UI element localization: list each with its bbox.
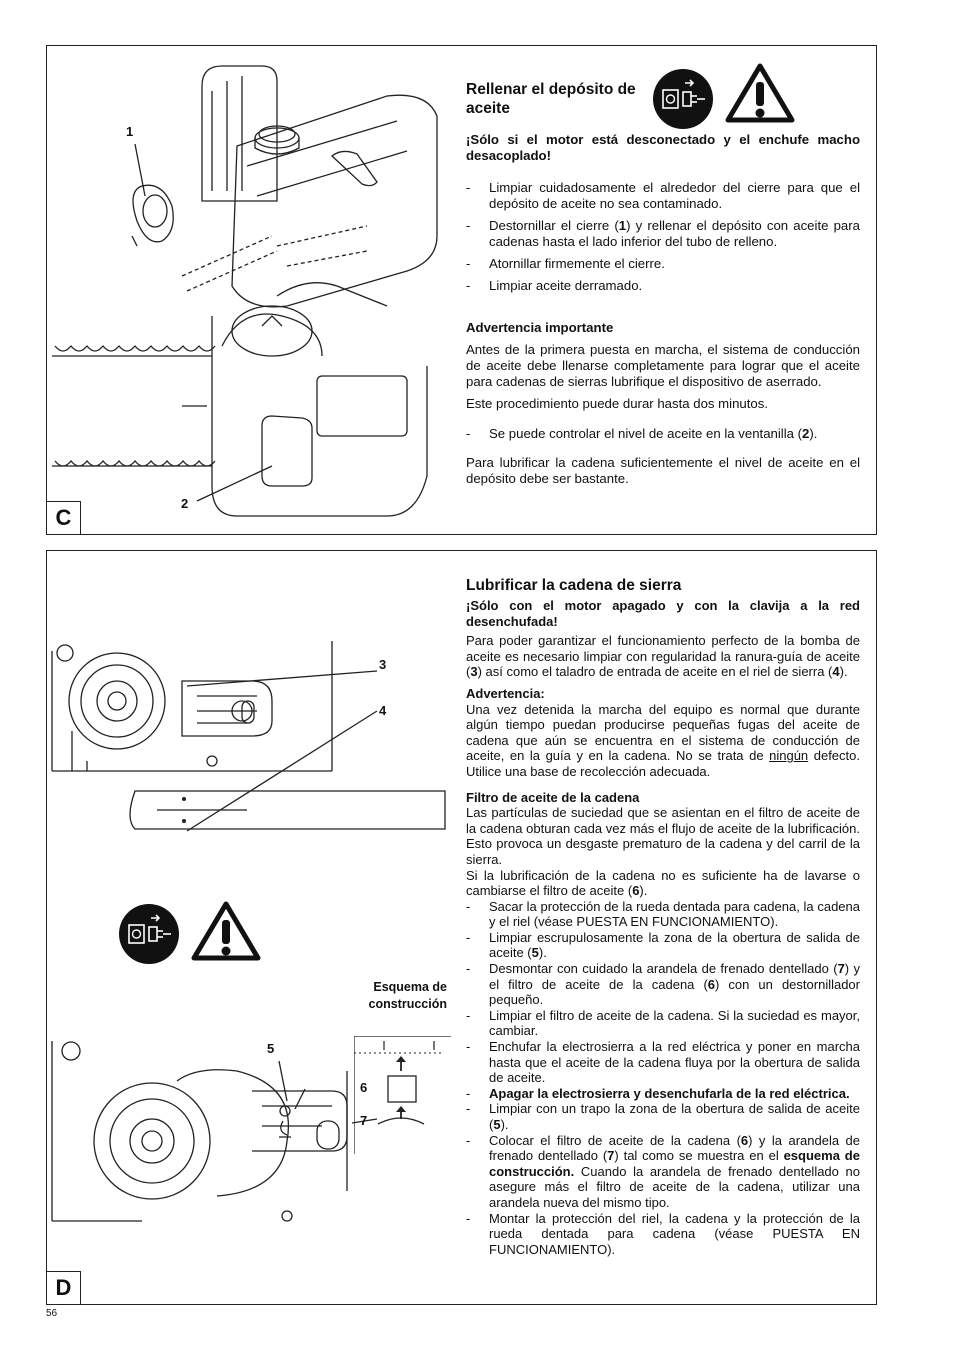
section-d-text (466, 576, 860, 1257)
warning-triangle-icon (191, 901, 261, 961)
section-c-warning: ¡Sólo si el motor está desconectado y el enchufe macho desacoplado! (466, 132, 860, 163)
section-d-panel (46, 550, 877, 1305)
list-item: - Colocar el filtro de aceite de la cadena (6) y la arandela de frenado dentellado (7) tal como se muestra en el esquema de construcción. Cuando la arandela de frenado dentellado no asegure más el filtro de aceite de la cadena, utilizar una arandela nueva del mismo tipo. (466, 1133, 860, 1211)
section-c-advert-p2: Este procedimiento puede durar hasta dos minutos. (466, 396, 769, 411)
section-d-filter-p1: Las partículas de suciedad que se asientan en el filtro de aceite de la cadena obturan cada vez más el flujo de aceite de la lubrificación. Esto provoca un desgaste prematuro de la cadena y del carril de la sierra. (466, 805, 860, 867)
callout-4: 4 (379, 703, 387, 718)
section-d-intro: Para poder garantizar el funcionamiento perfecto de la bomba de aceite es necesario limpiar con regularidad la ranura-guía de aceite (3) así como el taladro de entrada de aceite en el riel de sierra (4). (466, 633, 860, 680)
section-c-check (466, 426, 860, 442)
scheme-label: Esquema de construcción (368, 980, 447, 1011)
section-c-panel (46, 45, 877, 535)
section-d-advert: Una vez detenida la marcha del equipo es normal que durante algún tiempo puedan producirse pequeñas fugas del aceite de cadena que aún se encuentra en el sistema de conducción de aceite, en la guía y en la cadena. No se trata de ningún defecto. Utilice una base de recolección adecuada. (466, 701, 860, 779)
list-item: - Limpiar el filtro de aceite de la cadena. Si la suciedad es mayor, cambiar. (466, 1008, 860, 1039)
list-item: - Limpiar escrupulosamente la zona de la obertura de salida de aceite (5). (466, 930, 860, 961)
list-item: - Limpiar con un trapo la zona de la obertura de salida de aceite (5). (466, 1101, 860, 1132)
section-d-warning: ¡Sólo con el motor apagado y con la clavija a la red desenchufada! (466, 598, 860, 629)
callout-7: 7 (360, 1113, 368, 1128)
section-c-advert-p1: Antes de la primera puesta en marcha, el sistema de conducción de aceite debe llenarse completamente para lograr que el aceite para cadenas de sierras lubrifique el dispositivo de aserrado. (466, 342, 860, 389)
section-d-filter-p2: Si la lubrificación de la cadena no es suficiente ha de lavarse o cambiarse el filtro de aceite (6). (466, 867, 860, 899)
oil-tank-illustration (47, 46, 447, 534)
page-number: 56 (46, 1308, 58, 1319)
list-item: - Desmontar con cuidado la arandela de frenado dentellado (7) y el filtro de aceite de la cadena (6) con un destornillador pequeño. (466, 961, 860, 1008)
list-item: - Se puede controlar el nivel de aceite en la ventanilla (2). (466, 426, 860, 442)
section-d-advert-title: Advertencia: (466, 685, 545, 701)
list-item: - Montar la protección del riel, la cadena y la protección de la rueda dentada para cadena (véase PUESTA EN FUNCIONAMIENTO). (466, 1211, 860, 1258)
section-d-title: Lubrificar la cadena de sierra (466, 577, 682, 594)
section-c-final: Para lubrificar la cadena suficientemente el nivel de aceite en el depósito debe ser bastante. (466, 455, 860, 486)
callout-3: 3 (379, 657, 387, 672)
list-item: - Destornillar el cierre (1) y rellenar el depósito con aceite para cadenas hasta el lado inferior del tubo de relleno. (466, 218, 860, 250)
section-letter-c: C (47, 501, 81, 534)
list-item: - Atornillar firmemente el cierre. (466, 256, 860, 272)
list-item: - Enchufar la electrosierra a la red eléctrica y poner en marcha hasta que el aceite de la cadena fluya por la obertura de salida de aceite. (466, 1039, 860, 1086)
section-d-filter-title: Filtro de aceite de la cadena (466, 789, 640, 805)
section-d-steps (466, 899, 860, 1258)
list-item: - Apagar la electrosierra y desenchufarla de la red eléctrica. (466, 1086, 860, 1102)
section-c-advert-title: Advertencia importante (466, 320, 614, 335)
construction-scheme (354, 1036, 451, 1154)
callout-2: 2 (181, 496, 189, 511)
section-letter-d: D (47, 1271, 81, 1304)
section-c-steps (466, 180, 860, 294)
saw-bar-illustration (127, 779, 447, 839)
unplug-icon (119, 904, 179, 964)
callout-1: 1 (126, 124, 134, 139)
list-item: - Limpiar cuidadosamente el alrededor del cierre para que el depósito de aceite no sea contaminado. (466, 180, 860, 212)
section-c-title: Rellenar el depósito de aceite (466, 81, 636, 117)
callout-5: 5 (267, 1041, 275, 1056)
list-item: - Limpiar aceite derramado. (466, 278, 860, 294)
section-c-text (466, 80, 860, 487)
list-item: - Sacar la protección de la rueda dentada para cadena, la cadena y el riel (véase PUESTA EN FUNCIONAMIENTO). (466, 899, 860, 930)
callout-6: 6 (360, 1080, 368, 1095)
